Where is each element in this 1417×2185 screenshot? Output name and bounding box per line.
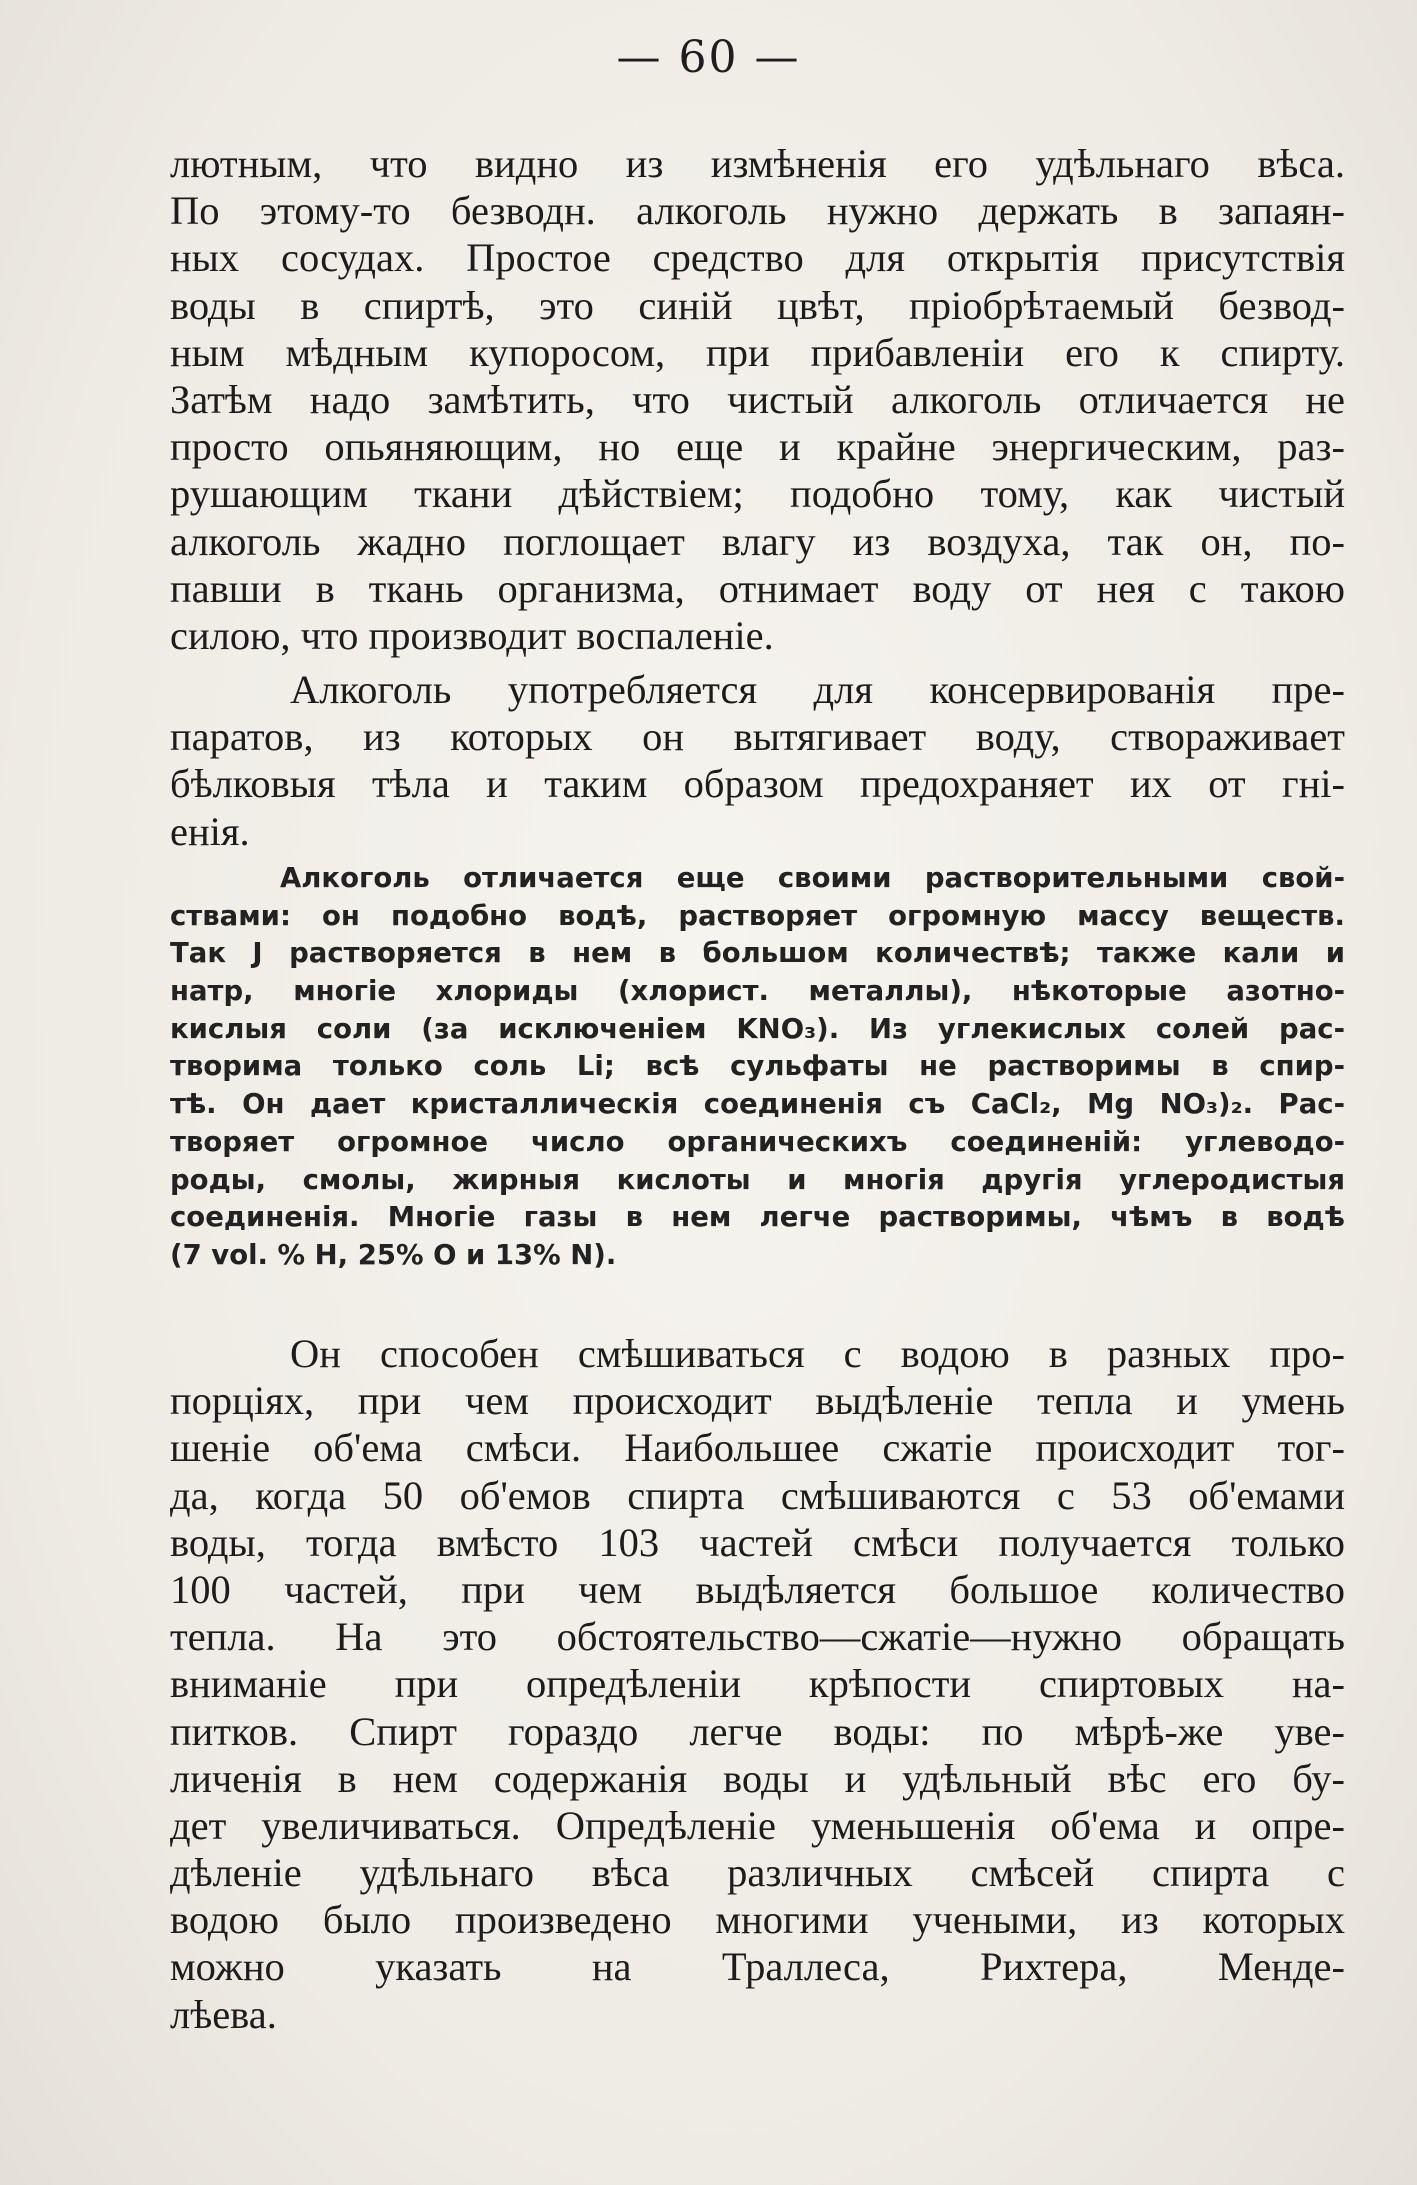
text-line: ствами: он подобно водѣ, растворяет огромную массу веществ. [170, 899, 1345, 932]
text-line: просто опьяняющим, но еще и крайне энергическим, раз- [170, 424, 1345, 470]
text-line: тѣ. Он дает кристаллическія соединенія съ CaCl₂, Mg NO₃)₂. Рас- [170, 1088, 1345, 1121]
text-line: бѣлковыя тѣла и таким образом предохраняет их от гні- [170, 761, 1345, 807]
text-line: водою было произведено многими учеными, из которых [170, 1897, 1345, 1943]
text-line: ных сосудах. Простое средство для открытія присутствія [170, 235, 1345, 281]
text-line: Так J растворяется в нем в большом количествѣ; также кали и [170, 937, 1345, 970]
text-line: ным мѣдным купоросом, при прибавленіи его к спирту. [170, 329, 1345, 375]
text-line: творима только соль Li; всѣ сульфаты не растворимы в спир- [170, 1050, 1345, 1083]
text-line: творяет огромное число органическихъ соединеній: углеводо- [170, 1125, 1345, 1158]
text-line: Алкоголь отличается еще своими растворительными свой- [280, 862, 1345, 894]
text-line: лѣева. [170, 1991, 277, 2037]
text-line: павши в ткань организма, отнимает воду от нея с такою [170, 565, 1345, 611]
text-line: дѣленіе удѣльнаго вѣса различных смѣсей спирта с [170, 1850, 1345, 1896]
text-line: питков. Спирт гораздо легче воды: по мѣрѣ-же уве- [170, 1708, 1345, 1754]
text-line: Он способен смѣшиваться с водою в разных про- [290, 1331, 1345, 1376]
text-line: Алкоголь употребляется для консервированія пре- [290, 667, 1345, 712]
small-print-note [170, 860, 1345, 1275]
text-line: силою, что производит воспаленіе. [170, 612, 774, 658]
text-line: вниманіе при опредѣленіи крѣпости спиртовых на- [170, 1661, 1345, 1707]
text-line: тепла. На это обстоятельство—сжатіе—нужно обращать [170, 1614, 1345, 1660]
text-line: роды, смолы, жирныя кислоты и многія другія углеродистыя [170, 1163, 1345, 1196]
paragraph-3 [170, 1330, 1345, 2038]
text-line: соединенія. Многіе газы в нем легче растворимы, чѣмъ в водѣ [170, 1201, 1345, 1234]
text-line: лютным, что видно из измѣненія его удѣльнаго вѣса. [170, 141, 1345, 186]
text-line: да, когда 50 об'емов спирта смѣшиваются с 53 об'емами [170, 1472, 1345, 1518]
text-line: 100 частей, при чем выдѣляется большое количество [170, 1566, 1345, 1612]
text-line: По этому-то безводн. алкоголь нужно держать в запаян- [170, 188, 1345, 234]
text-line: дет увеличиваться. Опредѣленіе уменьшенія об'ема и опре- [170, 1802, 1345, 1848]
text-line: личенія в нем содержанія воды и удѣльный вѣс его бу- [170, 1755, 1345, 1801]
text-line: воды в спиртѣ, это синій цвѣт, пріобрѣтаемый безвод- [170, 282, 1345, 328]
text-line: натр, многіе хлориды (хлорист. металлы), нѣкоторые азотно- [170, 975, 1345, 1008]
text-line: шеніе об'ема смѣси. Наибольшее сжатіе происходит тог- [170, 1425, 1345, 1471]
text-line: можно указать на Траллеса, Рихтера, Менде- [170, 1944, 1345, 1990]
text-line: рушающим ткани дѣйствіем; подобно тому, как чистый [170, 471, 1345, 517]
text-line: порціях, при чем происходит выдѣленіе тепла и умень [170, 1378, 1345, 1424]
text-line: воды, тогда вмѣсто 103 частей смѣси получается только [170, 1519, 1345, 1565]
text-line: паратов, из которых он вытягивает воду, створаживает [170, 714, 1345, 760]
paragraph-1 [170, 140, 1345, 659]
paragraph-2 [170, 666, 1345, 855]
text-line: (7 vol. % H, 25% O и 13% N). [170, 1238, 617, 1271]
text-line: Затѣм надо замѣтить, что чистый алкоголь отличается не [170, 376, 1345, 422]
text-line: кислыя соли (за исключеніем KNO₃). Из углекислых солей рас- [170, 1012, 1345, 1045]
text-line: енія. [170, 808, 250, 854]
text-line: алкоголь жадно поглощает влагу из воздуха, так он, по- [170, 518, 1345, 564]
page-number: — 60 — [616, 32, 801, 83]
